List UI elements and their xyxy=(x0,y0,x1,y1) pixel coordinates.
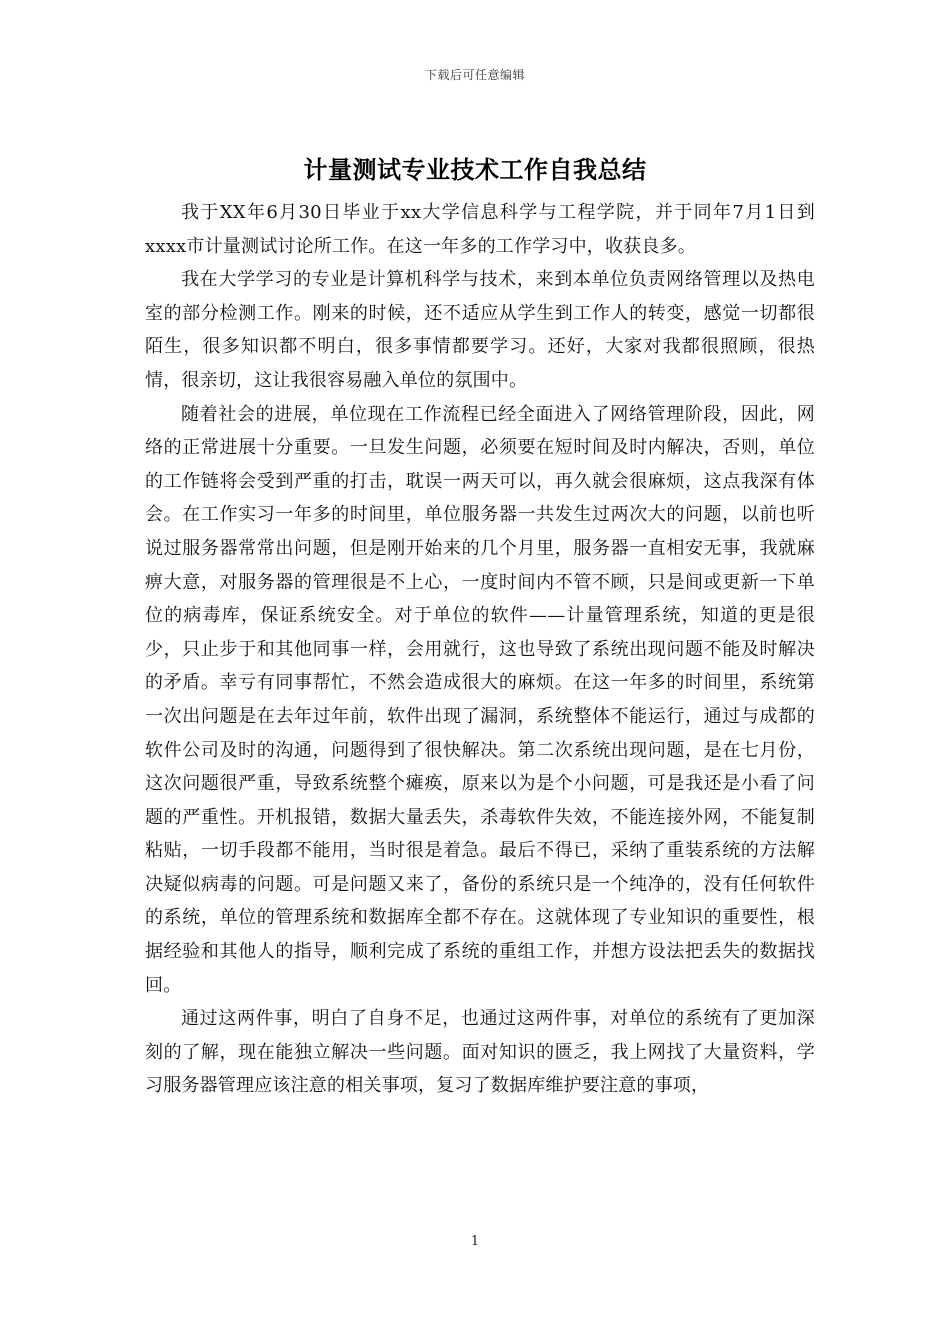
document-title: 计量测试专业技术工作自我总结 xyxy=(303,156,647,184)
header-note: 下载后可任意编辑 xyxy=(424,68,525,82)
paragraph-graduation: 我于XX年6月30日毕业于xx大学信息科学与工程学院，并于同年7月1日到xxxx市计量测试讨论所工作。在这一年多的工作学习中，收获良多。 xyxy=(145,202,815,257)
paragraph-major: 我在大学学习的专业是计算机科学与技术，来到本单位负责网络管理以及热电室的部分检测工作。刚来的时候，还不适应从学生到工作人的转变，感觉一切都很陌生，很多知识都不明白，很多事情都要学习。还好，大家对我都很照顾，很热情，很亲切，这让我很容易融入单位的氛围中。 xyxy=(145,269,815,391)
page-number: 1 xyxy=(470,1234,480,1249)
paragraph-lessons: 通过这两件事，明白了自身不足，也通过这两件事，对单位的系统有了更加深刻的了解，现在能独立解决一些问题。面对知识的匮乏，我上网找了大量资料，学习服务器管理应该注意的相关事项，复习了数据库维护要注意的事项， xyxy=(145,1008,815,1097)
document-body xyxy=(145,196,815,1103)
paragraph-network-issues: 随着社会的进展，单位现在工作流程已经全面进入了网络管理阶段，因此，网络的正常进展十分重要。一旦发生问题，必须要在短时间及时内解决，否则，单位的工作链将会受到严重的打击，耽误一两天可以，再久就会很麻烦，这点我深有体会。在工作实习一年多的时间里，单位服务器一共发生过两次大的问题，以前也听说过服务器常常出问题，但是刚开始来的几个月里，服务器一直相安无事，我就麻痹大意，对服务器的管理很是不上心，一度时间内不管不顾，只是间或更新一下单位的病毒库，保证系统安全。对于单位的软件——计量管理系统，知道的更是很少，只止步于和其他同事一样，会用就行，这也导致了系统出现问题不能及时解决的矛盾。幸亏有同事帮忙，不然会造成很大的麻烦。在这一年多的时间里，系统第一次出问题是在去年过年前，软件出现了漏洞，系统整体不能运行，通过与成都的软件公司及时的沟通，问题得到了很快解决。第二次系统出现问题，是在七月份，这次问题很严重，导致系统整个瘫痪，原来以为是个小问题，可是我还是小看了问题的严重性。开机报错，数据大量丢失，杀毒软件失效，不能连接外网，不能复制粘贴，一切手段都不能用，当时很是着急。最后不得已，采纳了重装系统的方法解决疑似病毒的问题。可是问题又来了，备份的系统只是一个纯净的，没有任何软件的系统，单位的管理系统和数据库全都不存在。这就体现了专业知识的重要性，根据经验和其他人的指导，顺利完成了系统的重组工作，并想方设法把丢失的数据找回。 xyxy=(145,403,815,996)
